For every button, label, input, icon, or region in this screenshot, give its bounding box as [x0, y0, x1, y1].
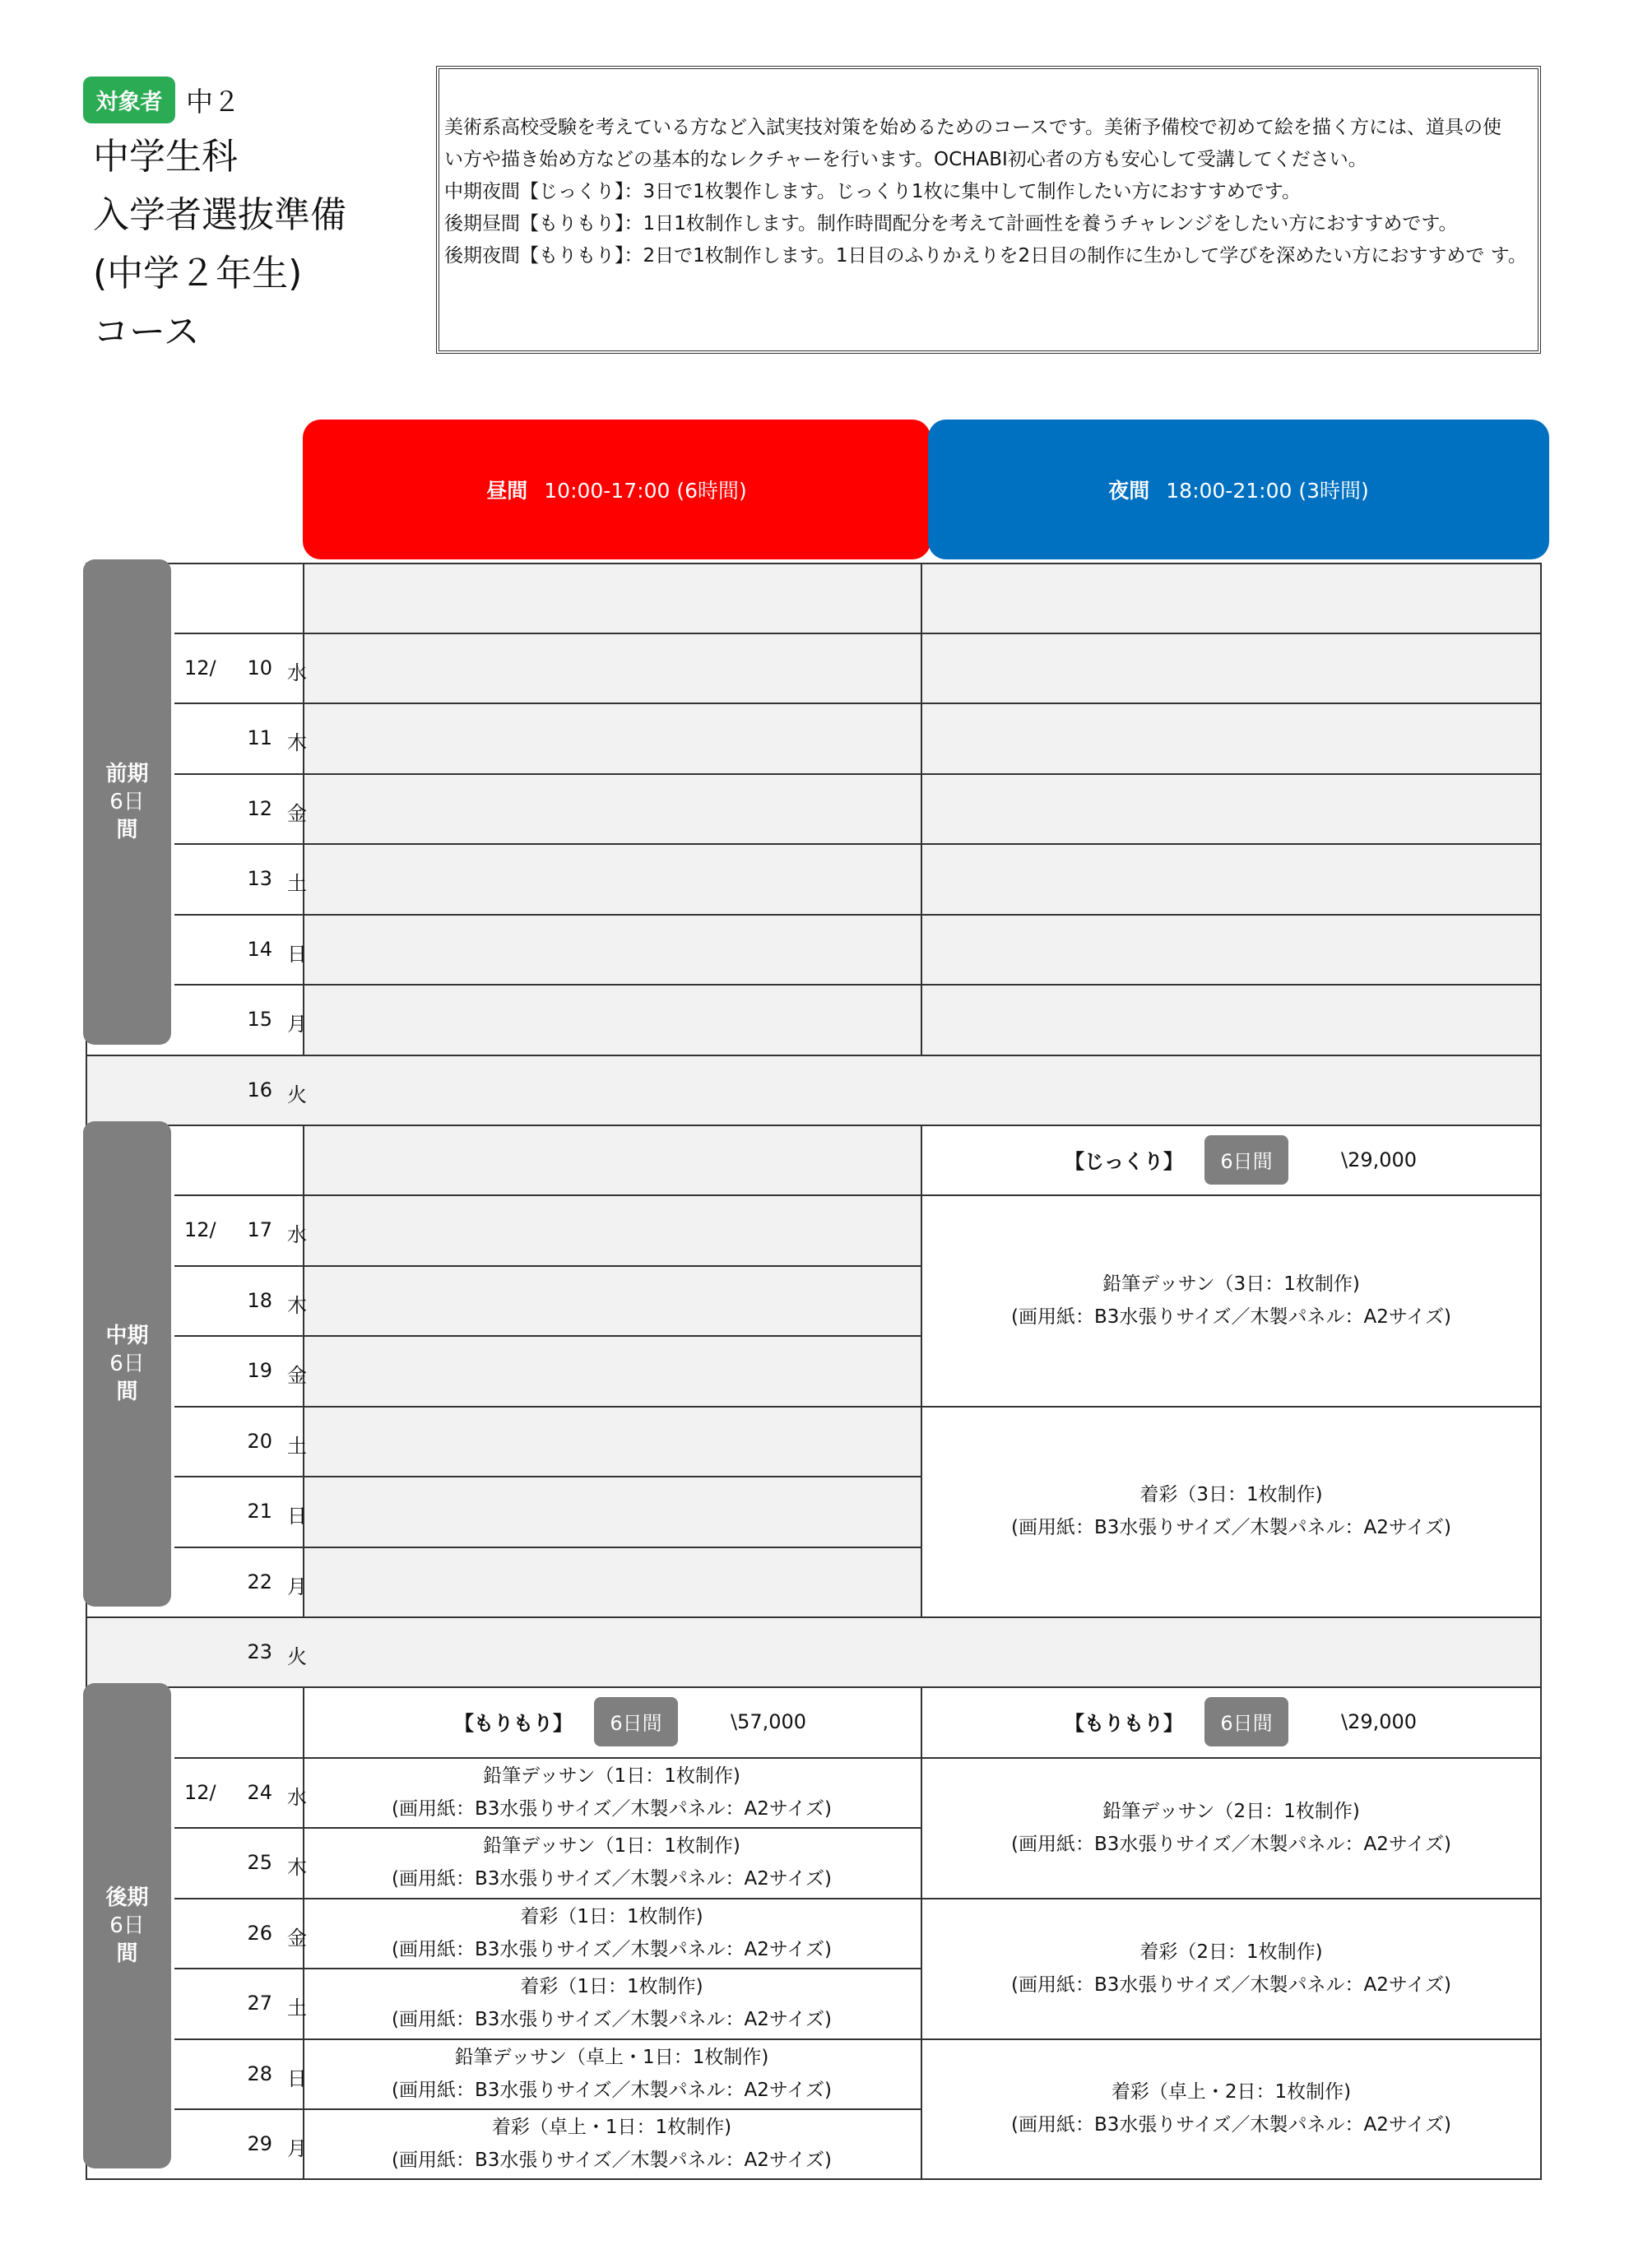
title-line: コース: [93, 311, 200, 353]
assignment-title: 着彩（1日：1枚制作): [520, 1905, 703, 1927]
daytime-hours: 10:00-17:00 (6時間): [544, 479, 747, 503]
period-suffix: 間: [116, 818, 138, 842]
course-title: [93, 128, 346, 361]
assignment-title: 着彩（卓上・1日：1枚制作): [491, 2116, 732, 2138]
date-weekday: 月: [287, 2137, 307, 2160]
period-days: 6日: [109, 1352, 145, 1376]
late-day-cell: [303, 1827, 921, 1898]
late-day-cell: [303, 2038, 921, 2108]
duration-badge: 6日間: [1204, 1135, 1288, 1185]
paper-spec: (画用紙：B3水張りサイズ／木製パネル：A2サイズ): [1010, 1306, 1452, 1328]
period-name: 前期: [105, 762, 149, 786]
period-middle-label: [83, 1121, 171, 1607]
date-day: 26: [247, 1922, 272, 1945]
date-weekday: 月: [287, 1013, 307, 1036]
course-style-label: 【もりもり】: [454, 1712, 573, 1735]
middle-night-block: [921, 1194, 1542, 1406]
date-row: [182, 1055, 379, 1125]
assignment-title: 着彩（2日：1枚制作): [1139, 1941, 1323, 1963]
date-day: 22: [247, 1570, 272, 1593]
late-day-price-bar: [454, 1686, 806, 1756]
date-weekday: 土: [287, 1435, 307, 1458]
paper-spec: (画用紙：B3水張りサイズ／木製パネル：A2サイズ): [391, 1868, 833, 1890]
date-weekday: 金: [287, 1927, 307, 1950]
late-day-cell: [303, 1968, 921, 2038]
title-line: (中学２年生): [93, 253, 303, 295]
date-month: 12/: [184, 656, 216, 679]
date-weekday: 火: [287, 1083, 307, 1106]
period-name: 中期: [105, 1324, 149, 1348]
period-days: 6日: [109, 1913, 145, 1938]
nighttime-header: [928, 420, 1549, 559]
date-day: 19: [247, 1359, 272, 1382]
paper-spec: (画用紙：B3水張りサイズ／木製パネル：A2サイズ): [391, 2149, 833, 2171]
date-day: 23: [247, 1640, 272, 1663]
description-line: 美術系高校受験を考えている方など入試実技対策を始めるためのコースです。美術予備校で初めて絵を描く方には、道具の使: [444, 117, 1502, 138]
period-suffix: 間: [116, 1941, 138, 1966]
duration-badge: 6日間: [594, 1697, 678, 1746]
date-day: 18: [247, 1289, 272, 1312]
date-row: [182, 984, 379, 1054]
course-price: \57,000: [731, 1709, 807, 1733]
late-night-block: [921, 1898, 1542, 2038]
date-weekday: 木: [287, 1856, 307, 1879]
date-weekday: 日: [287, 943, 307, 966]
date-row: [182, 1616, 379, 1686]
late-day-cell: [303, 1757, 921, 1827]
date-day: 15: [247, 1008, 272, 1031]
assignment-title: 着彩（1日：1枚制作): [520, 1976, 703, 1997]
paper-spec: (画用紙：B3水張りサイズ／木製パネル：A2サイズ): [391, 1797, 833, 1820]
target-badge: 対象者: [83, 77, 175, 123]
date-weekday: 土: [287, 1997, 307, 2020]
course-price: \29,000: [1341, 1148, 1418, 1171]
date-row: [182, 843, 379, 913]
date-row: [182, 633, 379, 703]
paper-spec: (画用紙：B3水張りサイズ／木製パネル：A2サイズ): [1010, 2114, 1452, 2136]
period-days: 6日: [109, 790, 145, 814]
date-row: [182, 773, 379, 843]
description-box: [436, 66, 1541, 354]
date-row: [182, 1335, 379, 1405]
date-day: 16: [247, 1078, 272, 1102]
paper-spec: (画用紙：B3水張りサイズ／木製パネル：A2サイズ): [391, 2079, 833, 2101]
date-row: [182, 703, 379, 772]
middle-night-block: [921, 1406, 1542, 1616]
date-day: 17: [247, 1218, 272, 1241]
date-weekday: 月: [287, 1575, 307, 1598]
date-row: [182, 1476, 379, 1546]
late-day-cell: [303, 1898, 921, 1968]
date-weekday: 水: [287, 1223, 307, 1246]
date-weekday: 水: [287, 661, 307, 684]
description-line: い方や描き始め方などの基本的なレクチャーを行います。OCHABI初心者の方も安心して受講してください。: [444, 149, 1367, 170]
title-line: 中学生科: [93, 136, 238, 178]
daytime-label: 昼間: [486, 479, 528, 503]
assignment-title: 鉛筆デッサン（2日：1枚制作): [1102, 1800, 1360, 1822]
date-month: 12/: [184, 1781, 216, 1804]
course-style-label: 【じっくり】: [1065, 1150, 1183, 1173]
assignment-title: 着彩（卓上・2日：1枚制作): [1111, 2081, 1352, 2103]
date-row: [182, 1265, 379, 1335]
middle-day-cells: [303, 1125, 921, 1616]
description-line: 後期昼間【もりもり】：1日1枚制作します。制作時間配分を考えて計画性を養うチャレンジをしたい方におすすめです。: [444, 213, 1458, 234]
early-night-cells: [921, 563, 1542, 1055]
paper-spec: (画用紙：B3水張りサイズ／木製パネル：A2サイズ): [1010, 1517, 1452, 1538]
schedule-table: [86, 563, 1542, 2187]
date-row: [182, 1547, 379, 1616]
nighttime-hours: 18:00-21:00 (3時間): [1166, 479, 1369, 503]
period-suffix: 間: [116, 1380, 138, 1404]
date-weekday: 土: [287, 872, 307, 895]
duration-badge: 6日間: [1204, 1697, 1288, 1746]
course-style-label: 【もりもり】: [1065, 1712, 1183, 1735]
assignment-title: 鉛筆デッサン（1日：1枚制作): [483, 1765, 740, 1787]
late-day-cell: [303, 2108, 921, 2178]
period-name: 後期: [105, 1885, 149, 1910]
date-day: 28: [247, 2062, 272, 2085]
date-weekday: 火: [287, 1645, 307, 1668]
date-day: 24: [247, 1781, 272, 1804]
date-day: 14: [247, 938, 272, 961]
late-night-block: [921, 2038, 1542, 2178]
middle-night-price-bar: [1065, 1125, 1417, 1194]
daytime-header: [303, 420, 931, 559]
date-weekday: 日: [287, 1505, 307, 1528]
title-line: 入学者選抜準備: [93, 194, 346, 236]
date-day: 13: [247, 867, 272, 890]
assignment-title: 着彩（3日：1枚制作): [1139, 1484, 1323, 1505]
period-late-label: [83, 1683, 171, 2168]
date-weekday: 金: [287, 1364, 307, 1387]
target-grade: 中２: [186, 86, 240, 118]
date-day: 11: [247, 726, 272, 749]
date-weekday: 水: [287, 1786, 307, 1809]
assignment-title: 鉛筆デッサン（3日：1枚制作): [1102, 1273, 1360, 1295]
date-row: [182, 1406, 379, 1476]
early-day-cells: [303, 563, 921, 1055]
paper-spec: (画用紙：B3水張りサイズ／木製パネル：A2サイズ): [1010, 1833, 1452, 1855]
date-day: 29: [247, 2132, 272, 2155]
course-price: \29,000: [1341, 1709, 1418, 1733]
date-day: 10: [247, 656, 272, 679]
paper-spec: (画用紙：B3水張りサイズ／木製パネル：A2サイズ): [391, 1938, 833, 1960]
date-day: 21: [247, 1500, 272, 1523]
date-day: 25: [247, 1851, 272, 1874]
description-line: 中期夜間【じっくり】：3日で1枚製作します。じっくり1枚に集中して制作したい方におすすめです。: [444, 181, 1301, 202]
period-early-label: [83, 559, 171, 1045]
assignment-title: 鉛筆デッサン（卓上・1日：1枚制作): [454, 2046, 769, 2068]
late-night-price-bar: [1065, 1686, 1417, 1756]
nighttime-label: 夜間: [1108, 479, 1150, 503]
date-day: 12: [247, 797, 272, 820]
date-weekday: 金: [287, 802, 307, 825]
date-day: 20: [247, 1430, 272, 1453]
description-line: 後期夜間【もりもり】：2日で1枚制作します。1日目のふりかえりを2日目の制作に生かして学びを深めたい方におすすめで す。: [444, 245, 1527, 267]
assignment-title: 鉛筆デッサン（1日：1枚制作): [483, 1835, 740, 1857]
date-weekday: 木: [287, 1294, 307, 1317]
date-row: [182, 1194, 379, 1264]
date-weekday: 木: [287, 731, 307, 754]
date-weekday: 日: [287, 2067, 307, 2090]
paper-spec: (画用紙：B3水張りサイズ／木製パネル：A2サイズ): [391, 2009, 833, 2030]
date-row: [182, 914, 379, 984]
paper-spec: (画用紙：B3水張りサイズ／木製パネル：A2サイズ): [1010, 1973, 1452, 1996]
late-night-block: [921, 1757, 1542, 1898]
date-day: 27: [247, 1992, 272, 2015]
date-month: 12/: [184, 1218, 216, 1241]
